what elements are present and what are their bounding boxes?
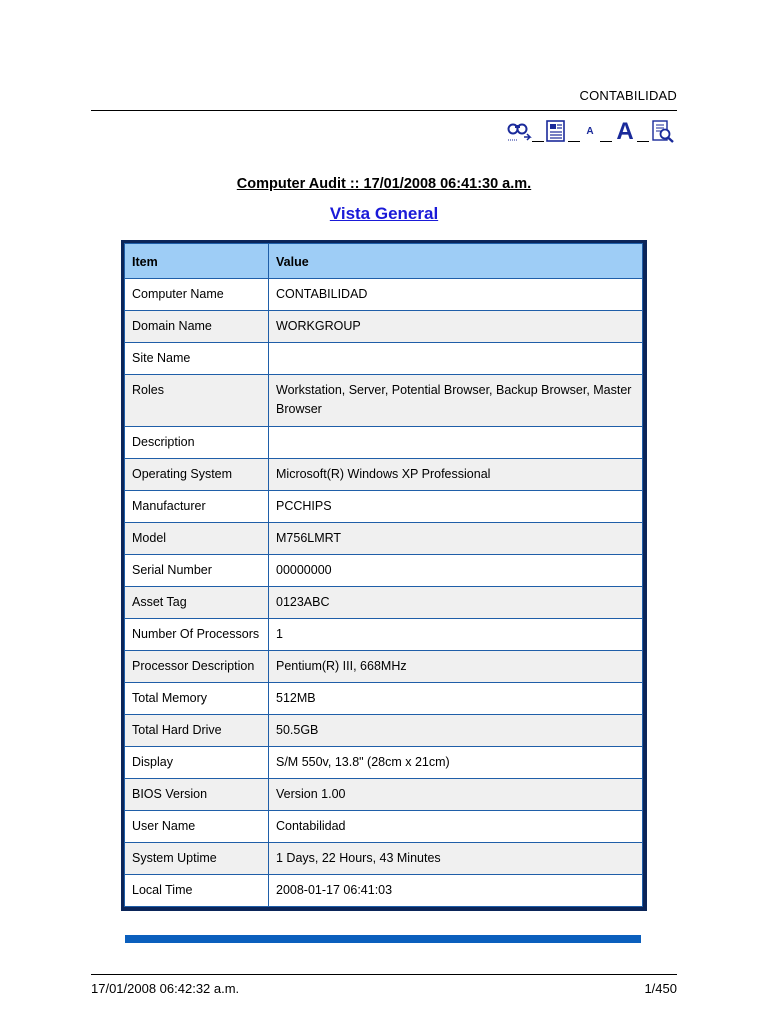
row-item: Number Of Processors xyxy=(125,619,269,651)
toolbar-separator xyxy=(600,141,612,142)
table-row xyxy=(125,375,643,427)
row-value: M756LMRT xyxy=(269,523,643,555)
toolbar-separator xyxy=(568,141,580,142)
row-item: Total Hard Drive xyxy=(125,715,269,747)
toolbar-separator xyxy=(532,141,544,142)
row-item: BIOS Version xyxy=(125,779,269,811)
table-row xyxy=(125,747,643,779)
row-value: Workstation, Server, Potential Browser, Backup Browser, Master Browser xyxy=(269,375,643,427)
table-header-row xyxy=(125,244,643,279)
table-row xyxy=(125,619,643,651)
column-header-item: Item xyxy=(125,244,269,279)
footer-timestamp: 17/01/2008 06:42:32 a.m. xyxy=(91,981,240,996)
row-value xyxy=(269,427,643,459)
row-item: Description xyxy=(125,427,269,459)
row-value: 2008-01-17 06:41:03 xyxy=(269,875,643,907)
row-value: 00000000 xyxy=(269,555,643,587)
header-divider xyxy=(91,110,677,111)
row-value: Pentium(R) III, 668MHz xyxy=(269,651,643,683)
table-row xyxy=(125,343,643,375)
document-header-title: CONTABILIDAD xyxy=(579,88,677,103)
table-row xyxy=(125,311,643,343)
table-row xyxy=(125,875,643,907)
table-row xyxy=(125,715,643,747)
section-divider-bar xyxy=(125,935,641,943)
table-row xyxy=(125,491,643,523)
row-value: Contabilidad xyxy=(269,811,643,843)
row-item: Local Time xyxy=(125,875,269,907)
row-value: WORKGROUP xyxy=(269,311,643,343)
row-value: PCCHIPS xyxy=(269,491,643,523)
row-item: Total Memory xyxy=(125,683,269,715)
footer-divider xyxy=(91,974,677,975)
row-value: 1 Days, 22 Hours, 43 Minutes xyxy=(269,843,643,875)
row-item: Site Name xyxy=(125,343,269,375)
table-row xyxy=(125,683,643,715)
row-value: 1 xyxy=(269,619,643,651)
row-item: Processor Description xyxy=(125,651,269,683)
column-header-value: Value xyxy=(269,244,643,279)
row-item: Computer Name xyxy=(125,279,269,311)
row-item: User Name xyxy=(125,811,269,843)
font-increase-icon[interactable]: A xyxy=(616,118,634,145)
row-item: System Uptime xyxy=(125,843,269,875)
table-row xyxy=(125,523,643,555)
row-item: Serial Number xyxy=(125,555,269,587)
row-item: Asset Tag xyxy=(125,587,269,619)
table-row xyxy=(125,651,643,683)
table-row xyxy=(125,779,643,811)
table-row xyxy=(125,427,643,459)
row-item: Display xyxy=(125,747,269,779)
row-item: Domain Name xyxy=(125,311,269,343)
row-value: 0123ABC xyxy=(269,587,643,619)
row-value xyxy=(269,343,643,375)
table-row xyxy=(125,587,643,619)
row-value: Microsoft(R) Windows XP Professional xyxy=(269,459,643,491)
table-row xyxy=(125,459,643,491)
row-value: 50.5GB xyxy=(269,715,643,747)
row-item: Model xyxy=(125,523,269,555)
print-preview-icon[interactable] xyxy=(651,120,675,144)
page-number: 1/450 xyxy=(644,981,677,996)
system-overview-table xyxy=(121,240,647,911)
row-item: Manufacturer xyxy=(125,491,269,523)
row-value: CONTABILIDAD xyxy=(269,279,643,311)
table-row xyxy=(125,843,643,875)
table-row xyxy=(125,555,643,587)
search-icon[interactable] xyxy=(506,120,532,144)
font-decrease-icon[interactable]: A xyxy=(586,126,594,137)
table-row xyxy=(125,279,643,311)
row-value: Version 1.00 xyxy=(269,779,643,811)
row-value: S/M 550v, 13.8" (28cm x 21cm) xyxy=(269,747,643,779)
row-item: Operating System xyxy=(125,459,269,491)
row-item: Roles xyxy=(125,375,269,427)
toolbar-separator xyxy=(637,141,649,142)
document-icon[interactable] xyxy=(544,120,568,144)
table-row xyxy=(125,811,643,843)
report-toolbar xyxy=(506,120,676,144)
vista-general-link[interactable]: Vista General xyxy=(329,204,439,223)
report-title: Computer Audit :: 17/01/2008 06:41:30 a.m. xyxy=(236,176,532,192)
row-value: 512MB xyxy=(269,683,643,715)
